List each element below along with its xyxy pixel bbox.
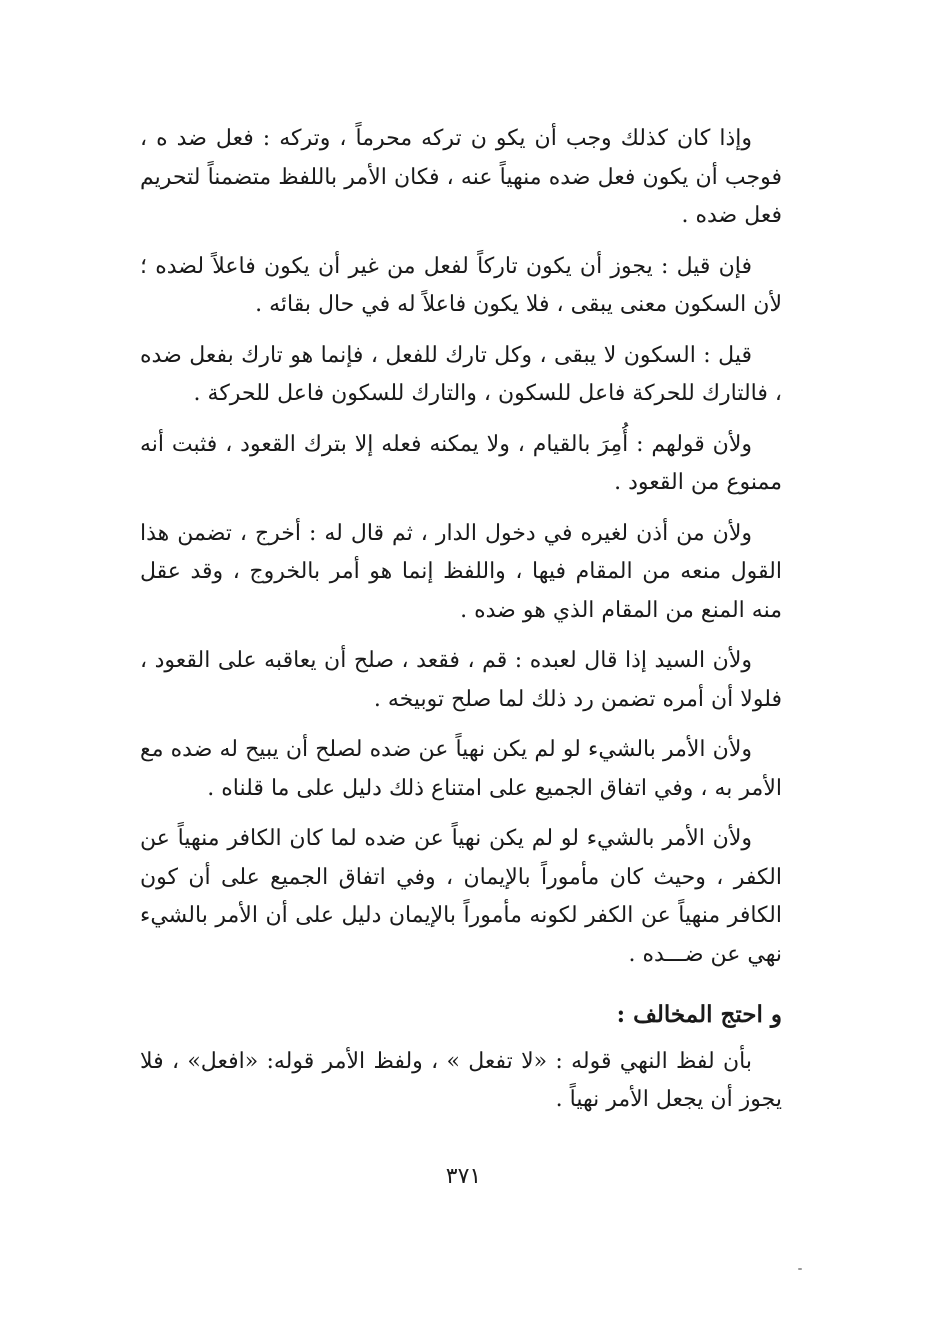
paragraph-7: ولأن الأمر بالشيء لو لم يكن نهياً عن ضده لصلح أن يبيح له ضده مع الأمر به ، وفي اتفاق الجميع على امتناع ذلك دليل على ما قلناه . (140, 737, 782, 801)
paragraph-2: فإن قيل : يجوز أن يكون تاركاً لفعل من غير أن يكون فاعلاً لضده ؛ لأن السكون معنى يبقى ، فلا يكون فاعلاً له في حال بقائه . (140, 253, 782, 317)
page-body (140, 120, 782, 1132)
paragraph-4: ولأن قولهم : أُمِرَ بالقيام ، ولا يمكنه فعله إلا بترك القعود ، فثبت أنه ممنوع من القعود . (140, 431, 782, 495)
paragraph-8: ولأن الأمر بالشيء لو لم يكن نهياً عن ضده لما كان الكافر منهياً عن الكفر ، وحيث كان مأموراً بالإيمان ، وفي اتفاق الجميع على أن كون الكافر منهياً عن الكفر لكونه مأموراً بالإيمان دليل على أن الأمر بالشيء نهي عن ضـــده . (140, 826, 782, 967)
paragraph-5: ولأن من أذن لغيره في دخول الدار ، ثم قال له : أخرج ، تضمن هذا القول منعه من المقام فيها ، واللفظ إنما هو أمر بالخروج ، وقد عقل منه المنع من المقام الذي هو ضده . (140, 520, 782, 623)
paragraph-1: وإذا كان كذلك وجب أن يكو ن تركه محرماً ، وتركه : فعل ضد ه ، فوجب أن يكون فعل ضده منهياً عنه ، فكان الأمر باللفظ متضمناً لتحريم فعل ضده . (140, 126, 782, 228)
paragraph-3: قيل : السكون لا يبقى ، وكل تارك للفعل ، فإنما هو تارك بفعل ضده ، فالتارك للحركة فاعل للسكون ، والتارك للسكون فاعل للحركة . (140, 342, 782, 406)
paragraph-6: ولأن السيد إذا قال لعبده : قم ، فقعد ، صلح أن يعاقبه على القعود ، فلولا أن أمره تضمن رد ذلك لما صلح توبيخه . (140, 648, 782, 712)
section-heading: و احتج المخالف : (616, 1001, 782, 1028)
page-number: ٣٧١ (445, 1164, 482, 1189)
closing-paragraph: بأن لفظ النهي قوله : «لا تفعل » ، ولفظ الأمر قوله: «افعل» ، فلا يجوز أن يجعل الأمر نهياً . (140, 1048, 782, 1112)
scan-speck (798, 1268, 802, 1270)
